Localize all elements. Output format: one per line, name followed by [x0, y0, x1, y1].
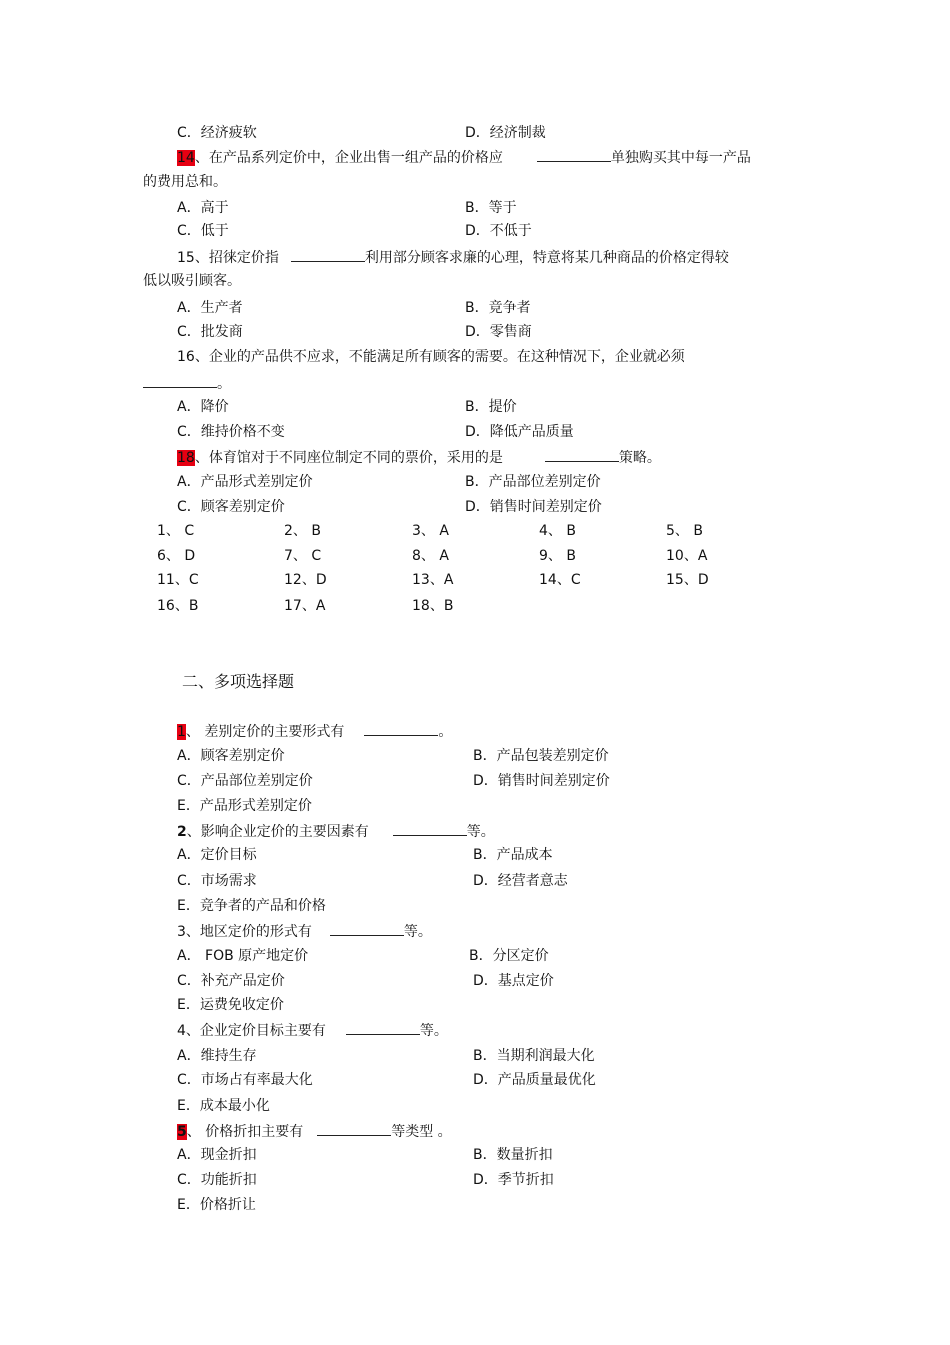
q15-option-c: C．批发商	[177, 324, 243, 340]
m1-option-e: E．产品形式差别定价	[177, 798, 312, 814]
m2-blank	[393, 822, 467, 836]
q18-option-b: B．产品部位差别定价	[465, 474, 601, 490]
q16-stem-end: 。	[217, 376, 231, 392]
q14-option-d: D．不低于	[465, 223, 532, 239]
q14-blank	[537, 148, 611, 162]
m1-stem	[177, 722, 452, 741]
m3-option-a: A． FOB 原产地定价	[177, 948, 309, 964]
q13-option-d: D．经济制裁	[465, 125, 546, 141]
m3-stem	[177, 922, 432, 941]
q16-blank	[143, 374, 217, 388]
m1-option-a: A．顾客差别定价	[177, 748, 285, 764]
q14-number-highlight: 14	[177, 150, 195, 166]
q13-option-c: C．经济疲软	[177, 125, 257, 141]
section-heading: 二、多项选择题	[182, 672, 295, 691]
m5-option-e: E．价格折让	[177, 1197, 256, 1213]
answer-item: 11、C	[157, 572, 199, 588]
m2-option-e: E．竞争者的产品和价格	[177, 898, 326, 914]
m1-blank	[364, 722, 438, 736]
m3-stem-text-after: 等。	[403, 924, 432, 940]
q18-number-highlight: 18	[177, 450, 195, 466]
m1-option-b: B．产品包装差别定价	[473, 748, 609, 764]
q18-option-a: A．产品形式差别定价	[177, 474, 313, 490]
m4-stem-text: 4、企业定价目标主要有	[177, 1023, 326, 1039]
m4-option-b: B．当期利润最大化	[473, 1048, 595, 1064]
m2-stem-text-after: 等。	[466, 824, 495, 840]
answer-item: 3、 A	[412, 523, 449, 539]
q14-option-a: A．高于	[177, 200, 229, 216]
m2-option-d: D．经营者意志	[473, 873, 568, 889]
m2-option-c: C．市场需求	[177, 873, 257, 889]
m5-stem	[177, 1122, 452, 1141]
q14-stem-continued: 的费用总和。	[143, 174, 227, 190]
m4-option-e: E．成本最小化	[177, 1098, 270, 1114]
m2-option-b: B．产品成本	[473, 847, 553, 863]
q16-stem: 16、企业的产品供不应求，不能满足所有顾客的需要。在这种情况下，企业就必须	[177, 349, 685, 365]
m1-number-highlight: 1	[177, 724, 186, 740]
answer-item: 5、 B	[666, 523, 703, 539]
q15-blank	[291, 248, 365, 262]
answer-item: 4、 B	[539, 523, 576, 539]
q15-stem-continued: 低以吸引顾客。	[143, 273, 241, 289]
q15-option-b: B．竞争者	[465, 300, 531, 316]
answer-item: 18、B	[412, 598, 454, 614]
q16-option-c: C．维持价格不变	[177, 424, 285, 440]
m2-stem-text: 、影响企业定价的主要因素有	[186, 824, 369, 840]
q14-stem	[177, 148, 751, 167]
answer-item: 8、 A	[412, 548, 449, 564]
m5-option-a: A．现金折扣	[177, 1147, 257, 1163]
m4-stem	[177, 1021, 448, 1040]
m5-option-b: B．数量折扣	[473, 1147, 553, 1163]
m5-stem-text: 、 价格折扣主要有	[186, 1124, 304, 1140]
m4-option-c: C．市场占有率最大化	[177, 1072, 313, 1088]
m4-stem-text-after: 等。	[419, 1023, 448, 1039]
q16-option-b: B．提价	[465, 399, 517, 415]
m3-stem-text: 3、地区定价的形式有	[177, 924, 312, 940]
answer-item: 2、 B	[284, 523, 321, 539]
m2-stem	[177, 822, 495, 841]
m3-option-e: E．运费免收定价	[177, 997, 284, 1013]
q16-stem-continued	[143, 374, 231, 393]
m3-option-d: D．基点定价	[473, 973, 554, 989]
m4-option-a: A．维持生存	[177, 1048, 257, 1064]
q18-option-c: C．顾客差别定价	[177, 499, 285, 515]
m5-blank	[317, 1122, 391, 1136]
answer-item: 14、C	[539, 572, 581, 588]
m1-stem-text-after: 。	[438, 724, 453, 740]
m4-option-d: D．产品质量最优化	[473, 1072, 596, 1088]
answer-item: 10、A	[666, 548, 708, 564]
q18-stem-text-after: 策略。	[618, 450, 661, 466]
q14-option-c: C．低于	[177, 223, 229, 239]
q15-option-a: A．生产者	[177, 300, 243, 316]
q16-option-a: A．降价	[177, 399, 229, 415]
m1-option-d: D．销售时间差别定价	[473, 773, 610, 789]
answer-item: 17、A	[284, 598, 326, 614]
m1-option-c: C．产品部位差别定价	[177, 773, 313, 789]
answer-item: 13、A	[412, 572, 454, 588]
answer-item: 1、 C	[157, 523, 195, 539]
q18-option-d: D．销售时间差别定价	[465, 499, 602, 515]
m5-stem-text-after: 等类型 。	[391, 1124, 452, 1140]
q15-option-d: D．零售商	[465, 324, 532, 340]
m3-option-c: C．补充产品定价	[177, 973, 285, 989]
q15-stem-text: 15、招徕定价指	[177, 250, 279, 266]
answer-item: 12、D	[284, 572, 327, 588]
answer-item: 7、 C	[284, 548, 322, 564]
answer-item: 9、 B	[539, 548, 576, 564]
q14-option-b: B．等于	[465, 200, 517, 216]
answer-item: 16、B	[157, 598, 199, 614]
m2-option-a: A．定价目标	[177, 847, 257, 863]
m3-option-b: B．分区定价	[469, 948, 549, 964]
m2-number: 2	[177, 824, 187, 840]
m1-stem-text: 、 差别定价的主要形式有	[185, 724, 345, 740]
q14-stem-text-after: 单独购买其中每一产品	[610, 150, 751, 166]
q18-stem-text: 、体育馆对于不同座位制定不同的票价，采用的是	[194, 450, 503, 466]
q18-stem	[177, 448, 661, 467]
m5-option-d: D．季节折扣	[473, 1172, 554, 1188]
m5-number-highlight: 5	[177, 1124, 187, 1140]
answer-item: 6、 D	[157, 548, 196, 564]
m5-option-c: C．功能折扣	[177, 1172, 257, 1188]
q15-stem	[177, 248, 729, 267]
q18-blank	[545, 448, 619, 462]
q16-option-d: D．降低产品质量	[465, 424, 574, 440]
q14-stem-text: 、在产品系列定价中，企业出售一组产品的价格应	[194, 150, 503, 166]
q15-stem-text-after: 利用部分顾客求廉的心理，特意将某几种商品的价格定得较	[364, 250, 729, 266]
m4-blank	[346, 1021, 420, 1035]
answer-item: 15、D	[666, 572, 709, 588]
m3-blank	[330, 922, 404, 936]
